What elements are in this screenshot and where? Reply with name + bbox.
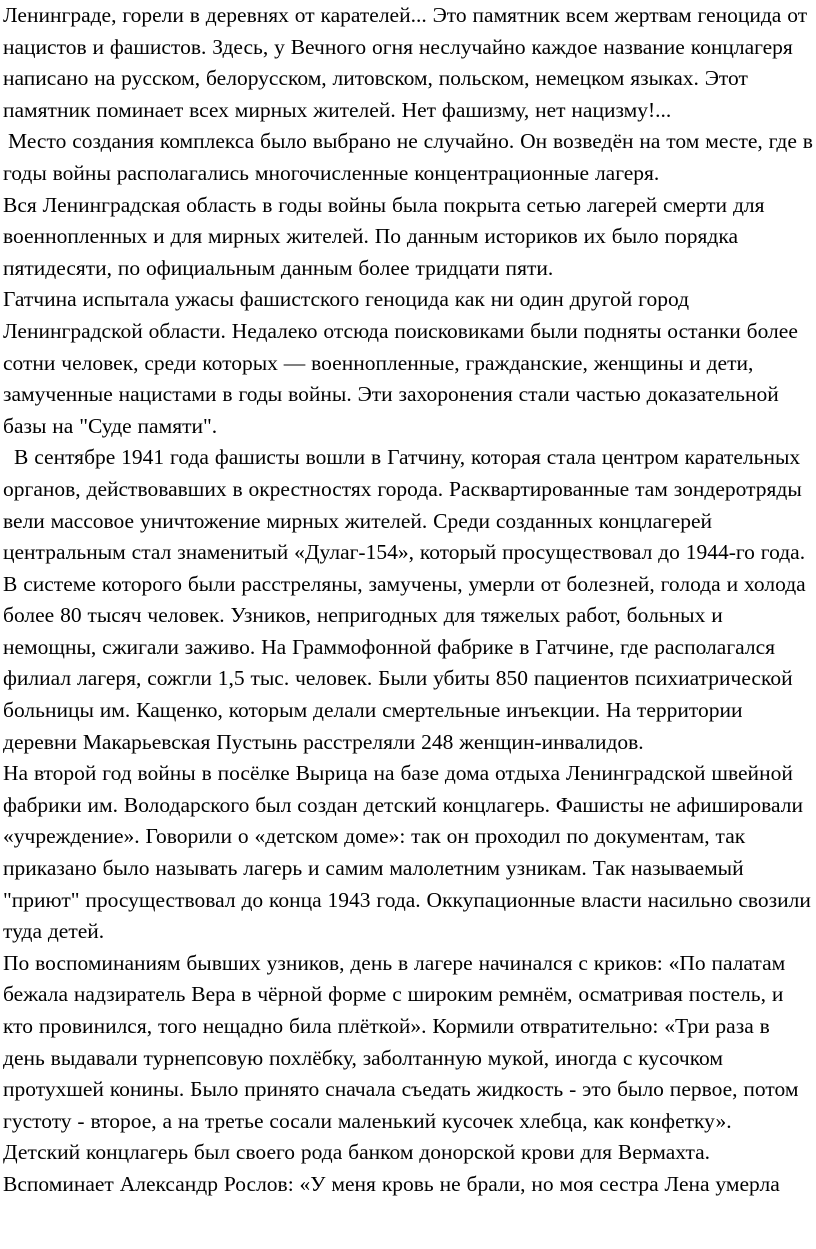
paragraph-vyritsa-camp: На второй год войны в посёлке Вырица на базе дома отдыха Ленинградской швейной фабрики им. Володарского был создан детский концлагерь. Фашисты не афишировали «учреждение». Говорили о «детском доме»: так он проходил по документам, так приказано было называть лагерь и самим малолетним узникам. Так называемый "приют" просуществовал до конца 1943 года. Оккупационные власти насильно свозили туда детей. [3, 761, 811, 944]
paragraph-complex-location: Место создания комплекса было выбрано не случайно. Он возведён на том месте, где в годы войны располагались многочисленные концентрационные лагеря. [3, 129, 813, 185]
paragraph-leningrad-camps: Вся Ленинградская область в годы войны была покрыта сетью лагерей смерти для военнопленных и для мирных жителей. По данным историков их было порядка пятидесяти, по официальным данным более тридцати пяти. [3, 192, 765, 280]
paragraph-gatchina-genocide: Гатчина испытала ужасы фашистского геноцида как ни один другой город Ленинградской области. Недалеко отсюда поисковиками были подняты останки более сотни человек, среди которых — военнопленные, гражданские, женщины и дети, замученные нацистами в годы войны. Эти захоронения стали частью доказательной базы на "Суде памяти". [3, 287, 798, 438]
paragraph-prisoner-memories: По воспоминаниям бывших узников, день в лагере начинался с криков: «По палатам бежала надзиратель Вера в чёрной форме с широким ремнём, осматривая постель, и кто провинился, того нещадно била плёткой». Кормили отвратительно: «Три раза в день выдавали турнепсовую похлёбку, заболтанную мукой, иногда с кусочком протухшей конины. Было принято сначала съедать жидкость - это было первое, потом густоту - второе, а на третье сосали маленький кусочек хлебца, как конфетку». [3, 950, 799, 1133]
paragraph-september-1941: В сентябре 1941 года фашисты вошли в Гатчину, которая стала центром карательных органов, действовавших в окрестностях города. Расквартированные там зондеротряды вели массовое уничтожение мирных жителей. Среди созданных концлагерей центральным стал знаменитый «Дулаг-154», который просуществовал до 1944-го года. В системе которого были расстреляны, замучены, умерли от болезней, голода и холода более 80 тысяч человек. Узников, непригодных для тяжелых работ, больных и немощны, сжигали заживо. На Граммофонной фабрике в Гатчине, где располагался филиал лагеря, сожгли 1,5 тыс. человек. Были убиты 850 пациентов психиатрической больницы им. Кащенко, которым делали смертельные инъекции. На территории деревни Макарьевская Пустынь расстреляли 248 женщин-инвалидов. [3, 445, 806, 754]
paragraph-memorial: Ленинграде, горели в деревнях от карателей... Это памятник всем жертвам геноцида от нацистов и фашистов. Здесь, у Вечного огня неслучайно каждое название концлагеря написано на русском, белорусском, литовском, польском, немецком языках. Этот памятник поминает всех мирных жителей. Нет фашизму, нет нацизму!... [3, 3, 808, 122]
paragraph-blood-bank: Детский концлагерь был своего рода банком донорской крови для Вермахта. Вспоминает Александр Рослов: «У меня кровь не брали, но моя сестра Лена умерла [3, 1140, 780, 1196]
